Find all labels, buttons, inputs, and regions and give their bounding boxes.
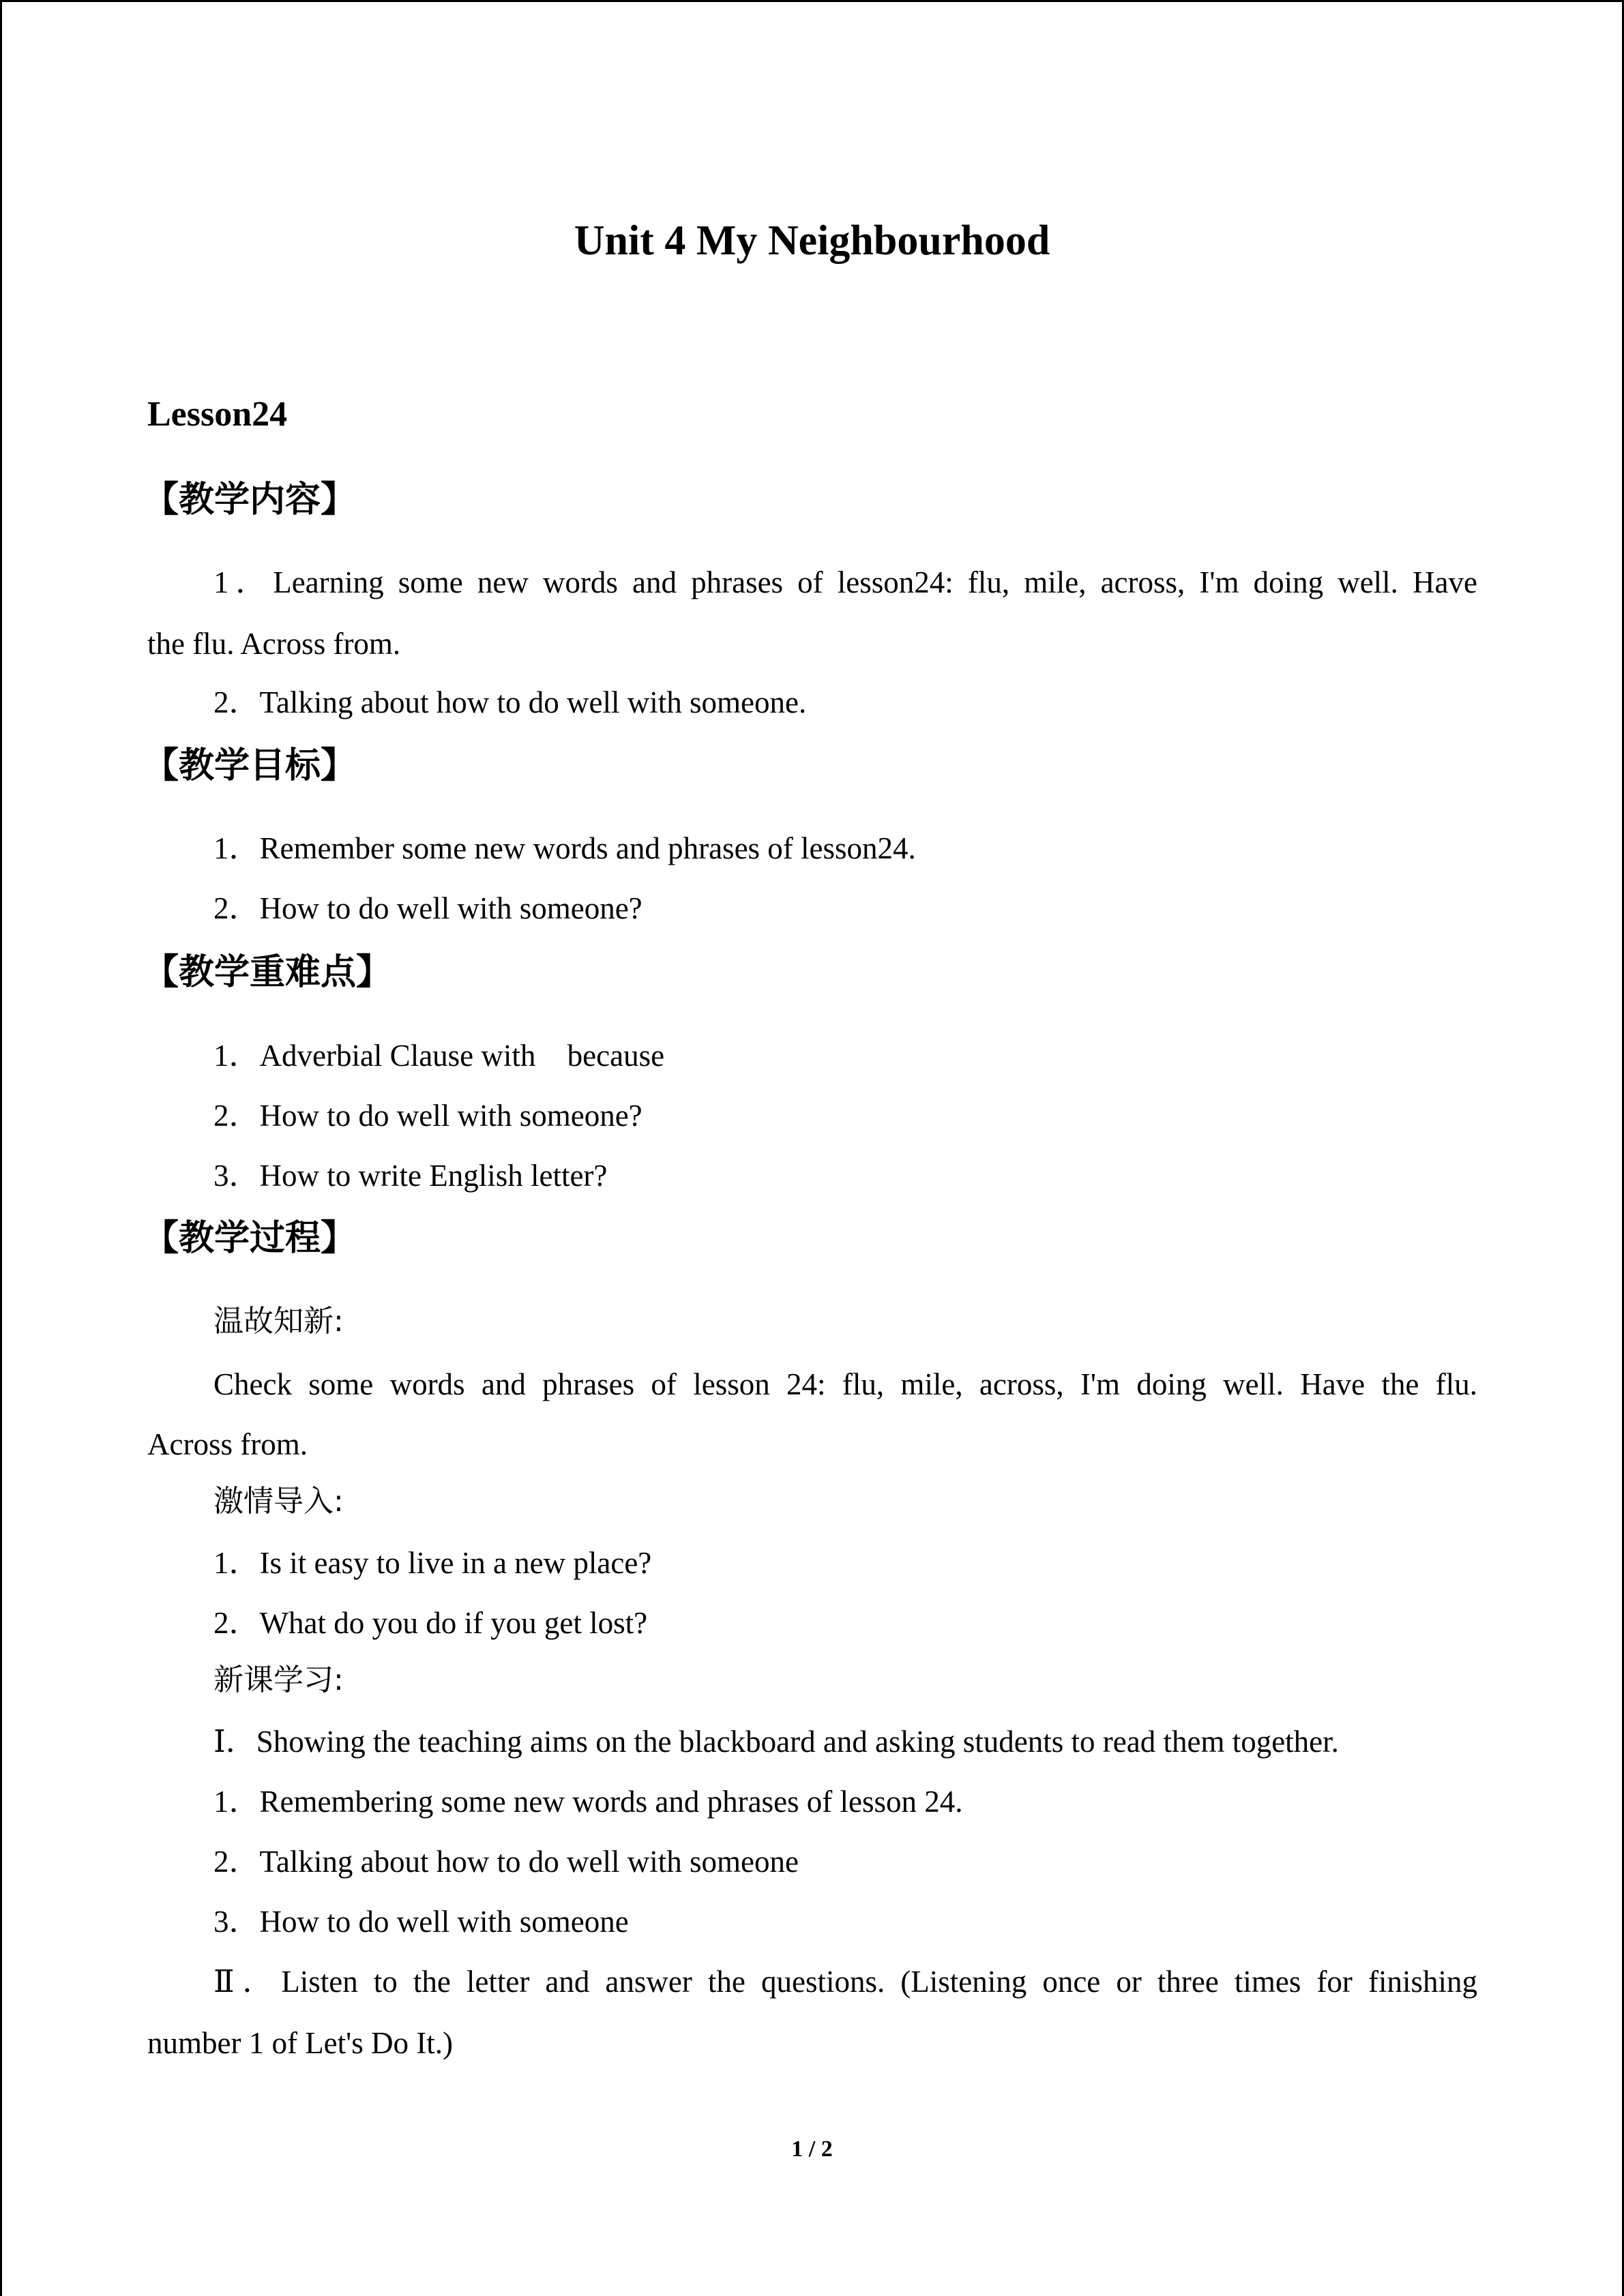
content-item-2: 2．Talking about how to do well with someone. [213,685,807,719]
step-1-item-1: 1．Remembering some new words and phrases of lesson 24. [213,1785,963,1819]
section-heading-goals: 【教学目标】 [143,745,357,786]
new-lesson-label: 新课学习: [213,1663,344,1697]
review-label: 温故知新: [213,1304,344,1339]
step-1-item-3: 3．How to do well with someone [213,1905,629,1939]
warmup-label: 激情导入: [213,1484,344,1519]
goals-item-1: 1．Remember some new words and phrases of lesson24. [213,831,916,865]
step-1: Ⅰ．Showing the teaching aims on the blackboard and asking students to read them together. [213,1725,1339,1759]
lesson-heading: Lesson24 [147,395,288,434]
section-heading-content: 【教学内容】 [143,479,357,520]
keypoints-item-2: 2．How to do well with someone? [213,1099,643,1133]
step-2-line-1: Ⅱ．Listen to the letter and answer the questions. (Listening once or three times for finishing [213,1965,1477,1999]
step-1-item-2: 2．Talking about how to do well with someone [213,1845,799,1879]
document-title: Unit 4 My Neighbourhood [574,218,1050,264]
keypoints-item-3: 3．How to write English letter? [213,1159,608,1193]
section-heading-process: 【教学过程】 [143,1218,357,1259]
page-number: 1 / 2 [791,2136,833,2162]
review-text-line-2: Across from. [147,1427,308,1461]
warmup-item-2: 2．What do you do if you get lost? [213,1606,648,1640]
content-item-1-line-1: 1．Learning some new words and phrases of lesson24: flu, mile, across, I'm doing well. Have [213,565,1477,599]
keypoints-item-1: 1．Adverbial Clause with  because  [213,1039,689,1073]
goals-item-2: 2．How to do well with someone? [213,891,643,925]
warmup-item-1: 1．Is it easy to live in a new place? [213,1546,652,1580]
review-text-line-1: Check some words and phrases of lesson 24: flu, mile, across, I'm doing well. Have the flu. [213,1367,1477,1401]
content-item-1-line-2: the flu. Across from. [147,627,401,661]
section-heading-keypoints: 【教学重难点】 [143,952,392,993]
step-2-line-2: number 1 of Let's Do It.) [147,2026,454,2060]
